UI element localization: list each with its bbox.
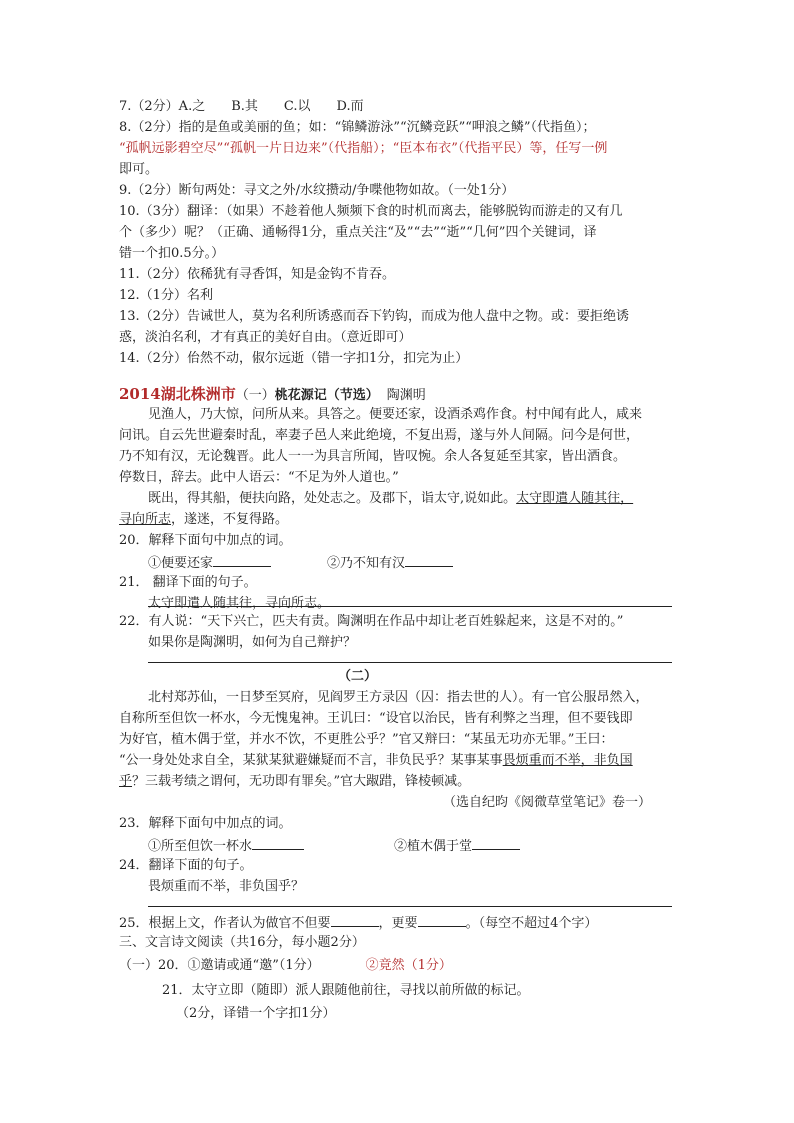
answer-q8-line3: 即可。 — [119, 162, 159, 177]
q25-text: ，更要 — [378, 916, 418, 931]
answer-blank[interactable] — [252, 835, 304, 850]
passage-text: “公一身处处求自全，某狱某狱避嫌疑而不言，非负民乎？某事某事 — [119, 753, 503, 768]
answer-q13-line2: 惑，淡泊名利，才有真正的美好自由。（意近即可） — [119, 330, 412, 345]
answer-20-part1: （一）20．①邀请或通“邀”（1分） — [119, 958, 320, 973]
q23-stem: 23．解释下面句中加点的词。 — [119, 816, 292, 831]
underlined-sentence: 乎 — [119, 774, 133, 789]
passage2-line1: 北村郑苏仙，一日梦至冥府，见阎罗王方录囚（囚：指去世的人）。有一官公服昂然入， — [148, 690, 649, 705]
answer-blank[interactable] — [472, 835, 520, 850]
answer-q14: 14.（2分）佁然不动，俶尔远逝（错一字扣1分，扣完为止） — [119, 351, 469, 366]
heading-place: 2014湖北株洲市 — [119, 385, 236, 403]
q22-line2: 如果你是陶渊明，如何为自己辩护？ — [148, 635, 357, 650]
q20-items — [148, 552, 453, 574]
passage1-line4: 停数日，辞去。此中人语云：“不足为外人道也。” — [119, 470, 399, 485]
q23-items — [148, 835, 520, 857]
answer-21: 21．太守立即（随即）派人跟随他前往，寻找以前所做的标记。 — [162, 983, 530, 998]
heading-author: 陶渊明 — [386, 388, 426, 403]
q23-item2: ②植木偶于堂 — [394, 839, 473, 854]
answer-q12: 12.（1分）名利 — [119, 288, 213, 303]
section1-heading — [119, 384, 426, 406]
source-citation: （选自纪昀《阅微草堂笔记》卷一） — [443, 795, 652, 810]
section2-heading: （二） — [338, 669, 378, 684]
passage1-line1: 见渔人，乃大惊，问所从来。具答之。便要还家，设酒杀鸡作食。村中闻有此人，咸来 — [148, 407, 643, 422]
underlined-sentence: 寻向所志 — [119, 512, 172, 527]
q21-stem: 21． 翻译下面的句子。 — [119, 575, 257, 590]
answer-20-part2: ②竟然（1分） — [365, 958, 452, 973]
q22-line1: 22．有人说：“天下兴亡，匹夫有责。陶渊明在作品中却让老百姓躲起来，这是不对的。” — [119, 614, 624, 629]
passage2-line3: 为好官，植木偶于堂，并水不饮，不更胜公乎？”官又辩曰：“某虽无功亦无罪。”王曰： — [119, 732, 614, 747]
answers-section-heading: 三、文言诗文阅读（共16分，每小题2分） — [119, 935, 365, 950]
q25-text: 25．根据上文，作者认为做官不但要 — [119, 916, 331, 931]
answer-q10-line1: 10.（3分）翻译：（如果）不趁着他人频频下食的时机而离去，能够脱钩而游走的又有几 — [119, 204, 623, 219]
passage2-line5 — [119, 772, 470, 792]
passage1-line2: 问讯。自云先世避秦时乱，率妻子邑人来此绝境，不复出焉，遂与外人间隔。问今是何世， — [119, 428, 640, 443]
answer-q10-line3: 错一个扣0.5分。） — [119, 246, 225, 261]
q24-sentence: 畏烦重而不举，非负国乎？ — [148, 879, 305, 894]
passage-text: ？三载考绩之谓何，无功即有罪矣。”官大踧踖，锋棱顿减。 — [132, 774, 471, 789]
passage1-line5 — [148, 489, 633, 509]
answer-q10-line2: 个（多少）呢？（正确、通畅得1分，重点关注“及”“去”“逝”“几何”四个关键词，译 — [119, 225, 597, 240]
q25-text: 。（每空不超过4个字） — [465, 916, 598, 931]
answer-21-note: （2分，译错一个字扣1分） — [176, 1006, 336, 1021]
answer-line[interactable] — [148, 606, 672, 607]
underlined-sentence: 畏烦重而不举，非负国 — [502, 753, 633, 768]
answer-q9: 9.（2分）断句两处：寻文之外/水纹攒动/争喋他物如故。（一处1分） — [119, 183, 515, 198]
answer-blank[interactable] — [213, 552, 271, 567]
answer-q7: 7.（2分）A.之 B.其 C.以 D.而 — [119, 99, 364, 114]
q23-item1: ①所至但饮一杯水 — [148, 839, 253, 854]
answer-blank[interactable] — [418, 912, 466, 927]
heading-title: 桃花源记（节选） — [274, 388, 379, 403]
q20-item1: ①便要还家 — [148, 556, 214, 571]
passage2-line4 — [119, 751, 633, 771]
q20-item2: ②乃不知有汉 — [327, 556, 406, 571]
passage-text: ，遂迷，不复得路。 — [171, 512, 289, 527]
passage2-line2: 自称所至但饮一杯水，今无愧鬼神。王讥曰：“设官以治民，皆有利弊之当理，但不要钱即 — [119, 711, 633, 726]
passage-text: 既出，得其船，便扶向路，处处志之。及郡下，诣太守,说如此。 — [148, 491, 517, 506]
answer-blank[interactable] — [405, 552, 453, 567]
passage1-line6 — [119, 510, 288, 530]
q25-line — [119, 912, 597, 934]
heading-part: （一） — [235, 388, 275, 403]
answer-q11: 11.（2分）依稀犹有寻香饵，知是金钩不肯吞。 — [119, 267, 395, 282]
answer-line[interactable] — [148, 662, 672, 663]
q24-stem: 24．翻译下面的句子。 — [119, 858, 253, 873]
answer-q8-line1: 8.（2分）指的是鱼或美丽的鱼；如：“锦鳞游泳”“沉鳞竞跃”“呷浪之鳞”（代指鱼）； — [119, 120, 596, 135]
answer-20 — [119, 956, 452, 976]
answer-q13-line1: 13.（2分）告诫世人，莫为名利所诱惑而吞下钓钩，而成为他人盘中之物。或：要拒绝诱 — [119, 309, 629, 324]
answer-line[interactable] — [148, 906, 672, 907]
q21-sentence: 太守即遣人随其往，寻向所志。 — [148, 596, 331, 611]
underlined-sentence: 太守即遣人随其往， — [516, 491, 634, 506]
answer-blank[interactable] — [331, 912, 379, 927]
answer-q8-line2: “孤帆远影碧空尽”“孤帆一片日边来”（代指船）；“臣本布衣”（代指平民）等，任写一例 — [119, 141, 608, 156]
q20-stem: 20．解释下面句中加点的词。 — [119, 533, 292, 548]
passage1-line3: 乃不知有汉，无论魏晋。此人一一为具言所闻，皆叹惋。余人各复延至其家，皆出酒食。 — [119, 449, 627, 464]
